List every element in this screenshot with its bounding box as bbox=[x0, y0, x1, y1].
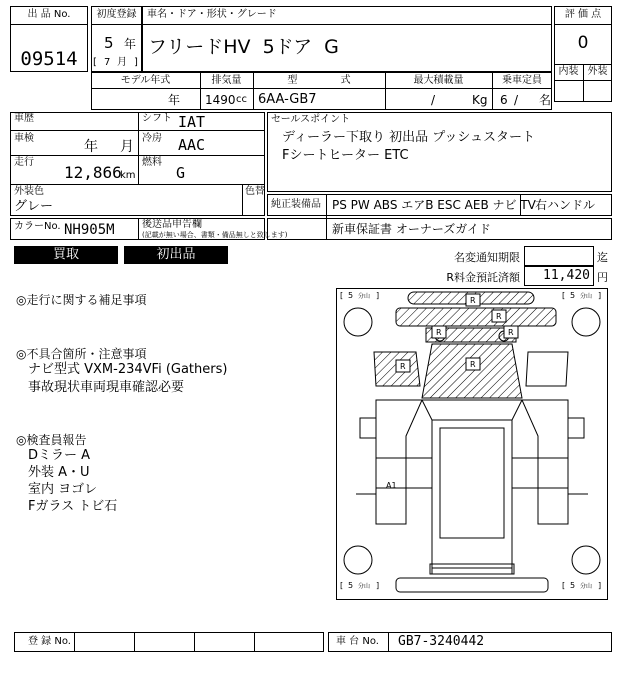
post-report-label: 後送品申告欄 bbox=[142, 219, 202, 230]
equipment-label: 純正装備品 bbox=[271, 199, 321, 210]
color-no-label: カラーNo. bbox=[14, 221, 61, 232]
registration-no-label: 登 録 No. bbox=[28, 636, 71, 647]
lot-number-label: 出 品 No. bbox=[27, 9, 71, 20]
tire-rear-right bbox=[562, 581, 601, 590]
svg-text:[: [ bbox=[340, 291, 344, 300]
mileage-label: 走行 bbox=[14, 157, 34, 168]
ac-label: 冷房 bbox=[142, 133, 162, 144]
color-change-label: 色替 bbox=[245, 186, 265, 197]
svg-text:分山: 分山 bbox=[580, 583, 593, 590]
tire-rear-left bbox=[340, 581, 379, 590]
post-report-note: (記載が無い場合、書類・備品無しと致します) bbox=[142, 231, 288, 239]
score-label: 評 価 点 bbox=[564, 9, 602, 20]
svg-text:分山: 分山 bbox=[580, 293, 593, 300]
buy-tag: 買取 bbox=[14, 246, 118, 264]
sales-point-label: セールスポイント bbox=[271, 114, 351, 125]
bracket-right: ] bbox=[134, 57, 138, 68]
inspector-line3: 室内 ヨゴレ bbox=[28, 482, 98, 497]
svg-text:[: [ bbox=[340, 581, 344, 590]
defects-line2: 事故現状車両現車確認必要 bbox=[28, 380, 185, 395]
supplementary-title: ◎走行に関する補足事項 bbox=[16, 293, 147, 307]
lot-number: 09514 bbox=[20, 48, 78, 70]
svg-text:R: R bbox=[496, 312, 502, 321]
inspection-month-unit: 月 bbox=[120, 139, 134, 155]
score-value: 0 bbox=[577, 33, 589, 53]
sales-point-line1: ディーラー下取り 初出品 プッシュスタート bbox=[282, 130, 536, 145]
first-listing-tag: 初出品 bbox=[124, 246, 228, 264]
capacity-value: 6 bbox=[500, 93, 508, 107]
svg-text:5: 5 bbox=[348, 291, 354, 300]
recycle-value: 11,420 bbox=[543, 268, 590, 283]
kg-unit: Kg bbox=[472, 93, 488, 107]
inspector-line2: 外装 A・U bbox=[28, 465, 90, 480]
svg-text:]: ] bbox=[598, 581, 602, 590]
tire-front-right bbox=[562, 291, 601, 300]
svg-text:R: R bbox=[508, 328, 514, 337]
car-name-label: 車名・ドア・形状・グレード bbox=[147, 9, 277, 20]
year-unit: 年 bbox=[124, 37, 137, 51]
month-unit: 月 bbox=[117, 57, 127, 68]
displacement-value: 1490 bbox=[205, 93, 236, 107]
car-name: フリードHV 5ドア G bbox=[148, 36, 339, 58]
exterior-label: 外装 bbox=[587, 66, 608, 77]
svg-text:R: R bbox=[470, 360, 476, 369]
chassis-no-label: 車 台 No. bbox=[336, 636, 379, 647]
yen-unit: 円 bbox=[597, 271, 608, 284]
svg-text:5: 5 bbox=[570, 581, 576, 590]
damage-mark-a1: A1 bbox=[386, 481, 397, 490]
inspection-year-unit: 年 bbox=[84, 139, 98, 155]
svg-text:[: [ bbox=[562, 581, 566, 590]
capacity-label: 乗車定員 bbox=[502, 75, 542, 86]
svg-text:]: ] bbox=[376, 291, 380, 300]
inspector-title: ◎検査員報告 bbox=[16, 433, 87, 447]
tire-front-left bbox=[340, 291, 379, 300]
svg-text:5: 5 bbox=[570, 291, 576, 300]
name-change-box bbox=[524, 246, 594, 266]
name-change-unit: 迄 bbox=[597, 251, 608, 264]
defects-line1: ナビ型式 VXM-234VFi (Gathers) bbox=[28, 362, 228, 377]
first-registration-label: 初度登録 bbox=[96, 9, 137, 20]
chassis-no-value: GB7-3240442 bbox=[398, 634, 485, 649]
model-year-label: モデル年式 bbox=[120, 75, 171, 86]
svg-text:R: R bbox=[400, 362, 406, 371]
equipment-items: PS PW ABS エアB ESC AEB ナビ TV bbox=[332, 198, 536, 212]
exterior-color-value: グレー bbox=[14, 199, 54, 214]
km-unit: km bbox=[120, 170, 136, 181]
cc-unit: cc bbox=[236, 94, 247, 105]
bracket-left: [ bbox=[93, 57, 97, 68]
fuel-value: G bbox=[176, 164, 186, 182]
svg-text:R: R bbox=[470, 296, 476, 305]
mileage-value: 12,866 bbox=[64, 163, 122, 182]
name-change-label: 名変通知期限 bbox=[454, 251, 520, 264]
recycle-label: R料金預託済額 bbox=[446, 271, 520, 284]
fuel-label: 燃料 bbox=[142, 157, 162, 168]
drive-side: 右ハンドル bbox=[535, 198, 596, 212]
equipment-extra: 新車保証書 オーナーズガイド bbox=[332, 222, 491, 236]
inspection-label: 車検 bbox=[14, 133, 34, 144]
svg-text:]: ] bbox=[376, 581, 380, 590]
model-year-unit: 年 bbox=[168, 93, 181, 107]
svg-text:分山: 分山 bbox=[358, 583, 371, 590]
displacement-label: 排気量 bbox=[211, 75, 242, 86]
svg-text:R: R bbox=[436, 328, 442, 337]
color-no-value: NH905M bbox=[64, 222, 115, 238]
defects-title: ◎不具合箇所・注意事項 bbox=[16, 347, 147, 361]
model-type-label: 型 式 bbox=[287, 75, 351, 86]
capacity-slash: / bbox=[514, 93, 519, 107]
inspector-line1: Dミラー A bbox=[28, 448, 91, 463]
svg-text:分山: 分山 bbox=[358, 293, 371, 300]
max-load-slash: / bbox=[431, 93, 436, 107]
inspector-line4: Fガラス トビ石 bbox=[28, 499, 118, 514]
exterior-color-label: 外装色 bbox=[14, 186, 44, 197]
car-damage-diagram bbox=[336, 288, 608, 600]
shift-value: IAT bbox=[178, 113, 206, 131]
first-registration-year: 5 bbox=[104, 34, 114, 52]
model-type-value: 6AA-GB7 bbox=[258, 92, 317, 107]
history-label: 車歴 bbox=[14, 113, 34, 124]
interior-label: 内装 bbox=[558, 66, 579, 77]
capacity-unit: 名 bbox=[539, 93, 552, 107]
shift-label: シフト bbox=[142, 113, 172, 124]
svg-text:[: [ bbox=[562, 291, 566, 300]
ac-value: AAC bbox=[178, 136, 206, 154]
svg-text:5: 5 bbox=[348, 581, 354, 590]
first-registration-month: 7 bbox=[104, 57, 111, 68]
sales-point-line2: Fシートヒーター ETC bbox=[282, 148, 409, 163]
svg-text:]: ] bbox=[598, 291, 602, 300]
max-load-label: 最大積載量 bbox=[413, 75, 464, 86]
